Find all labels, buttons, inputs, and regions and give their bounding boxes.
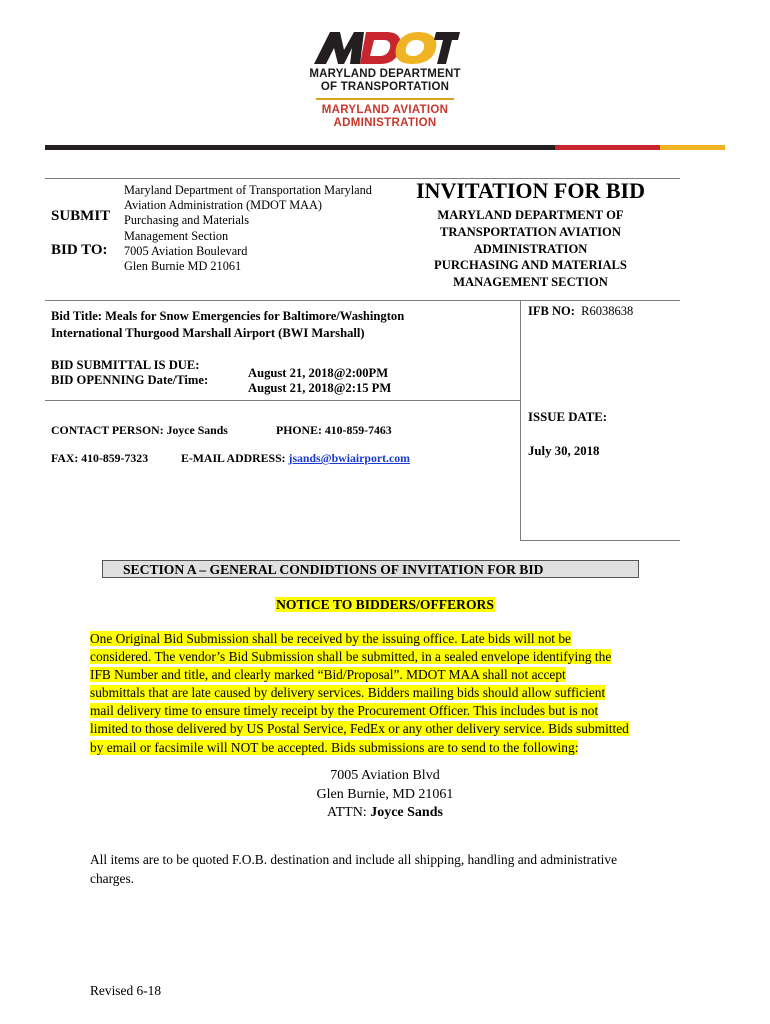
delivery-address-line: 7005 Aviation Blvd bbox=[330, 768, 440, 783]
header-stripe-gold bbox=[660, 145, 725, 150]
issue-date-value: July 30, 2018 bbox=[528, 444, 600, 458]
opening-label: BID OPENNING Date/Time: bbox=[51, 373, 209, 387]
paragraph-line bbox=[90, 702, 690, 720]
contact-email bbox=[181, 451, 410, 466]
delivery-attn bbox=[0, 804, 770, 823]
paragraph-line bbox=[90, 666, 690, 684]
logo-aviation-line-1: MARYLAND AVIATION bbox=[321, 104, 449, 116]
highlighted-text: by email or facsimile will NOT be accepted. Bids submissions are to send to the following: bbox=[90, 739, 579, 755]
address-line: Maryland Department of Transportation Maryland bbox=[124, 183, 372, 197]
paragraph-line bbox=[90, 739, 690, 757]
mdot-logo bbox=[300, 30, 470, 130]
email-label: E-MAIL ADDRESS: bbox=[181, 451, 289, 465]
agency-line: MANAGEMENT SECTION bbox=[453, 275, 608, 290]
logo-department-line-1: MARYLAND DEPARTMENT bbox=[309, 68, 461, 80]
highlighted-text: submittals that are late caused by delivery services. Bidders mailing bids should allow sufficient bbox=[90, 685, 606, 701]
header-stripe-black bbox=[45, 145, 555, 150]
paragraph-line bbox=[90, 684, 690, 702]
highlighted-text: considered. The vendor’s Bid Submission shall be submitted, in a sealed envelope identifying the bbox=[90, 649, 612, 665]
address-line: Purchasing and Materials bbox=[124, 213, 249, 228]
agency-line: TRANSPORTATION AVIATION bbox=[440, 224, 621, 239]
mdot-wordmark-logo bbox=[310, 30, 460, 66]
paragraph-line bbox=[90, 630, 690, 648]
ifb-number bbox=[528, 304, 633, 319]
contact-phone: PHONE: 410-859-7463 bbox=[276, 423, 392, 437]
ifb-number-value: R6038638 bbox=[581, 304, 634, 318]
contact-fax: FAX: 410-859-7323 bbox=[51, 451, 149, 465]
paragraph-line bbox=[90, 648, 690, 666]
paragraph-line: All items are to be quoted F.O.B. destination and include all shipping, handling and administrative bbox=[90, 852, 618, 867]
notice-paragraph bbox=[90, 630, 690, 757]
logo-department-line-2: OF TRANSPORTATION bbox=[320, 81, 450, 93]
highlighted-text: IFB Number and title, and clearly marked “Bid/Proposal”. MDOT MAA shall not accept bbox=[90, 667, 566, 683]
agency-line: PURCHASING AND MATERIALS bbox=[434, 258, 627, 273]
due-dates bbox=[248, 366, 391, 396]
logo-divider bbox=[316, 98, 454, 100]
submittal-due-value: August 21, 2018@2:00PM bbox=[248, 366, 389, 380]
contact-person: CONTACT PERSON: Joyce Sands bbox=[51, 423, 228, 437]
paragraph-line bbox=[90, 720, 690, 738]
address-line: 7005 Aviation Boulevard bbox=[124, 243, 248, 258]
opening-value: August 21, 2018@2:15 PM bbox=[248, 381, 392, 395]
issuing-agency bbox=[398, 207, 663, 291]
ifb-number-label: IFB NO: bbox=[528, 304, 575, 318]
agency-line: ADMINISTRATION bbox=[473, 241, 588, 256]
fob-paragraph bbox=[90, 851, 690, 888]
highlighted-text: One Original Bid Submission shall be received by the issuing office. Late bids will not be bbox=[90, 631, 571, 646]
notice-heading-text: NOTICE TO BIDDERS/OFFERORS bbox=[276, 597, 494, 612]
bid-title-line: International Thurgood Marshall Airport (BWI Marshall) bbox=[51, 325, 365, 340]
revision-note: Revised 6-18 bbox=[90, 983, 162, 998]
box-bottom-border bbox=[520, 540, 680, 541]
submission-address bbox=[124, 183, 389, 274]
issue-date-label: ISSUE DATE: bbox=[528, 410, 608, 424]
bid-title bbox=[51, 308, 511, 341]
box-divider-1 bbox=[45, 300, 680, 301]
highlighted-text: limited to those delivered by US Postal Service, FedEx or any other delivery service. Bids submitted bbox=[90, 721, 629, 737]
attn-name: Joyce Sands bbox=[370, 805, 443, 820]
address-line: Aviation Administration (MDOT MAA) bbox=[124, 198, 322, 213]
address-line: Management Section bbox=[124, 228, 229, 243]
bid-title-line: Bid Title: Meals for Snow Emergencies for Baltimore/Washington bbox=[51, 309, 405, 323]
email-link[interactable]: jsands@bwiairport.com bbox=[288, 451, 410, 465]
delivery-address bbox=[0, 767, 770, 823]
attn-label: ATTN: bbox=[327, 805, 371, 820]
submit-label: SUBMIT bbox=[51, 208, 111, 224]
agency-line: MARYLAND DEPARTMENT OF bbox=[437, 208, 624, 222]
bid-to-label: BID TO: bbox=[51, 242, 108, 258]
notice-heading bbox=[0, 597, 770, 613]
paragraph-line: charges. bbox=[90, 870, 134, 886]
delivery-address-line: Glen Burnie, MD 21061 bbox=[316, 786, 454, 802]
submittal-due-label: BID SUBMITTAL IS DUE: bbox=[51, 358, 200, 372]
address-line: Glen Burnie MD 21061 bbox=[124, 259, 242, 274]
due-labels bbox=[51, 358, 208, 388]
logo-aviation-line-2: ADMINISTRATION bbox=[333, 117, 437, 129]
header-stripe-red bbox=[555, 145, 660, 150]
box-divider-2 bbox=[45, 400, 520, 401]
highlighted-text: mail delivery time to ensure timely receipt by the Procurement Officer. This includes but is not bbox=[90, 703, 599, 719]
section-a-heading: SECTION A – GENERAL CONDIDTIONS OF INVITATION FOR BID bbox=[102, 560, 639, 578]
box-vertical-divider bbox=[520, 300, 521, 540]
document-title: INVITATION FOR BID bbox=[416, 178, 645, 203]
